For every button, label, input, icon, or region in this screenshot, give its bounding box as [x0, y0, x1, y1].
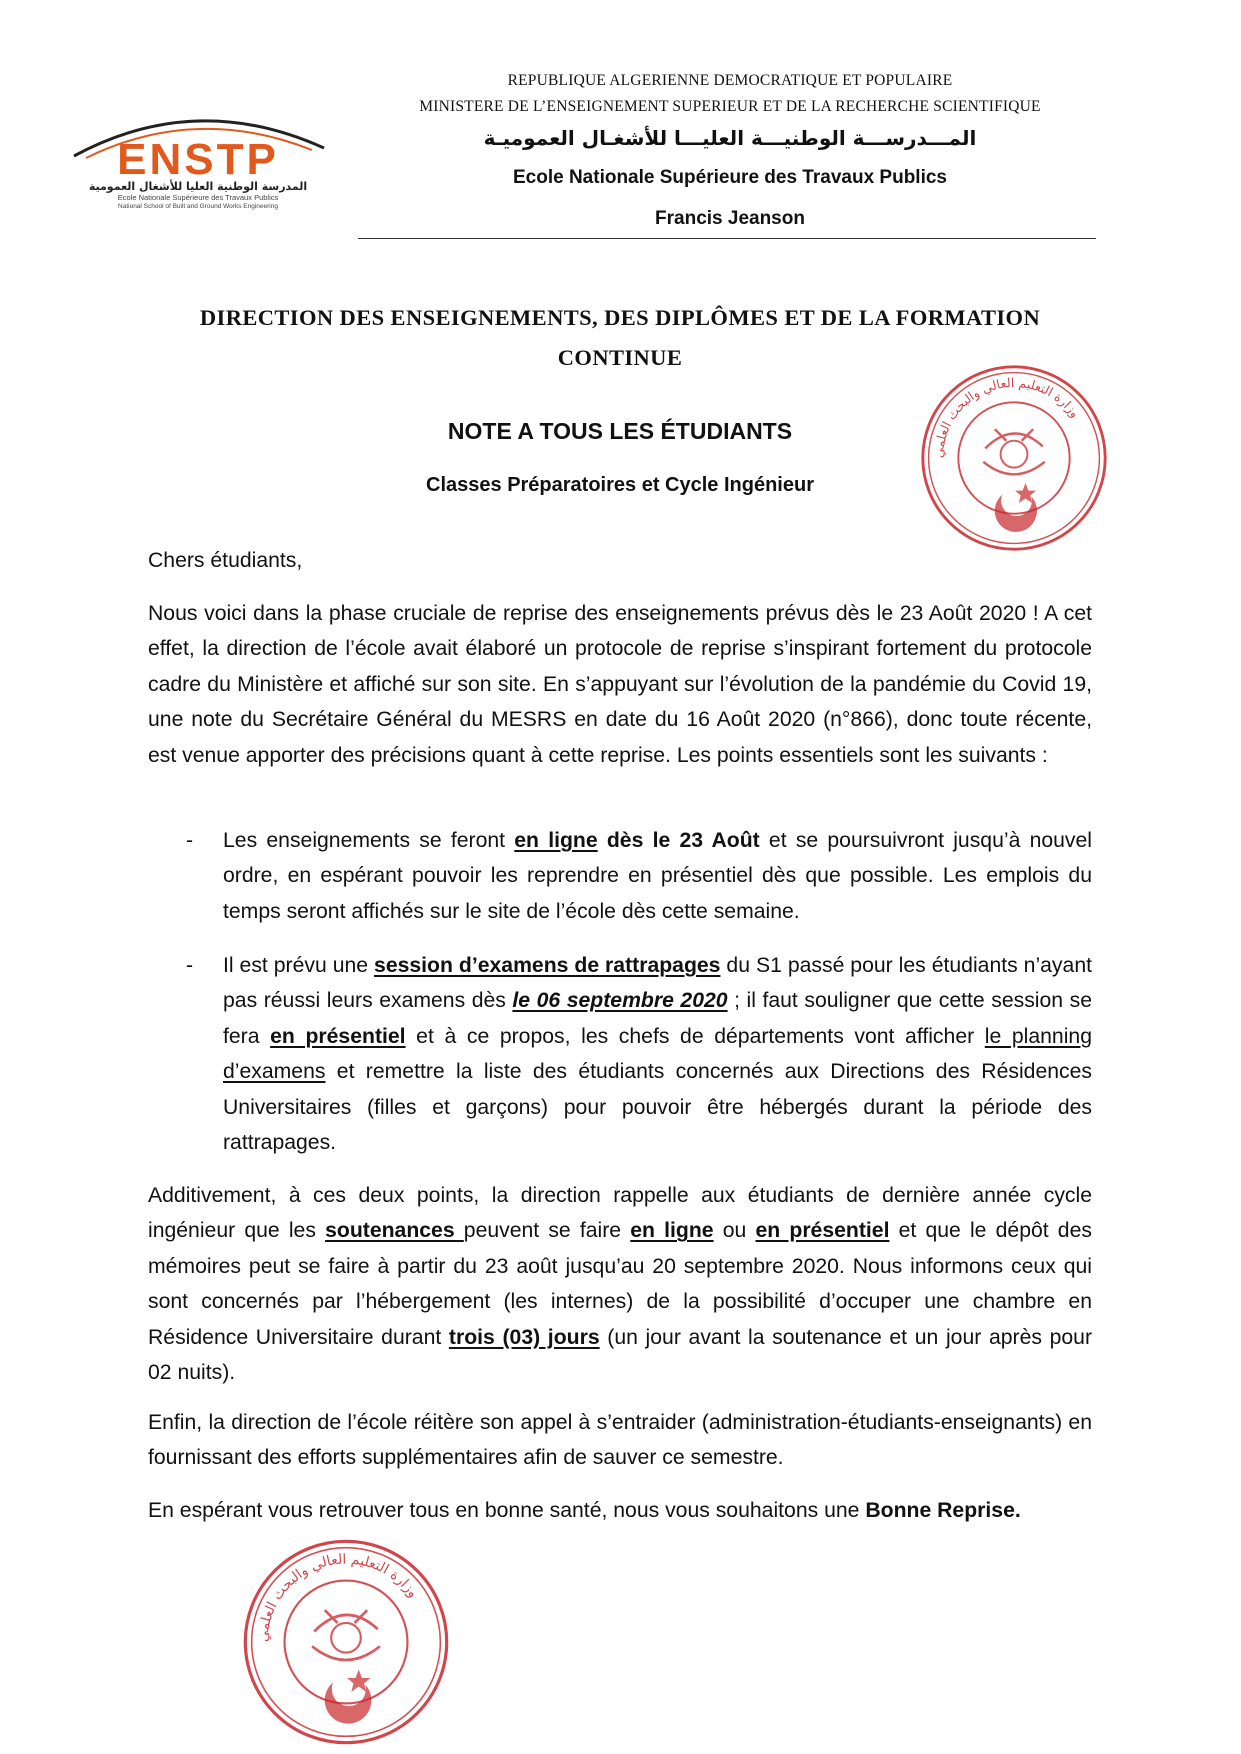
- direction-title: DIRECTION DES ENSEIGNEMENTS, DES DIPLÔMES ET DE LA FORMATION CONTINUE: [199, 305, 1041, 370]
- official-stamp: [918, 362, 1110, 554]
- header-republique: REPUBLIQUE ALGERIENNE DEMOCRATIQUE ET POPULAIRE: [507, 72, 953, 89]
- header-arabic-name: المـــدرســـة الوطنيـــة العليـــا للأشغـال العموميـة: [483, 126, 977, 150]
- enstp-logo: [56, 98, 341, 210]
- bullet-exam-session: Il est prévu une session d’examens de rattrapages du S1 passé pour les étudiants n’ayant pas réussi leurs examens dès le 06 septembre 2020 ; il faut souligner que cette session se fera en présentiel et à ce propos, les chefs de départements vont afficher le planning d’examens et remettre la liste des étudiants concernés aux Directions des Résidences Universitaires (filles et garçons) pour pouvoir être hébergés durant la période des rattrapages.: [223, 954, 1092, 1155]
- svg-text:وزارة التعليم العالي والبحث ال: وزارة التعليم العالي والبحث العلمي: [930, 374, 1083, 459]
- note-title: NOTE A TOUS LES ÉTUDIANTS: [447, 418, 793, 444]
- bullet-online-courses: Les enseignements se feront en ligne dès le 23 Août et se poursuivront jusqu’à nouvel ordre, en espérant pouvoir les reprendre en présentiel dès que possible. Les emplois du temps seront affichés sur le site de l’école dès cette semaine.: [223, 829, 1092, 923]
- paragraph-closing: En espérant vous retrouver tous en bonne santé, nous vous souhaitons une Bonne Reprise.: [148, 1499, 1021, 1522]
- bullet-marker: -: [186, 829, 194, 852]
- note-subtitle: Classes Préparatoires et Cycle Ingénieur: [426, 474, 814, 496]
- header-francis-jeanson: Francis Jeanson: [655, 208, 805, 229]
- svg-text:Ecole Nationale Supérieure des: Ecole Nationale Supérieure des Travaux Publics: [117, 193, 279, 202]
- bullet-marker: -: [186, 954, 194, 977]
- header-divider: [358, 238, 1096, 239]
- paragraph-soutenances: Additivement, à ces deux points, la direction rappelle aux étudiants de dernière année cycle ingénieur que les soutenances peuvent se faire en ligne ou en présentiel et que le dépôt des mémoires peut se faire à partir du 23 août jusqu’au 20 septembre 2020. Nous informons ceux qui sont concernés par l’hébergement (les internes) de la possibilité d’occuper une chambre en Résidence Universitaire durant trois (03) jours (un jour avant la soutenance et un jour après pour 02 nuits).: [148, 1184, 1093, 1385]
- svg-text:المدرسة الوطنية العليا للأشغال: المدرسة الوطنية العليا للأشغال العمومية: [88, 180, 308, 193]
- greeting: Chers étudiants,: [148, 549, 303, 572]
- header-ecole-name: Ecole Nationale Supérieure des Travaux Publics: [512, 167, 947, 188]
- svg-text:ENSTP: ENSTP: [117, 135, 279, 184]
- svg-text:وزارة التعليم العالي والبحث ال: وزارة التعليم العالي والبحث العلمي: [255, 1551, 421, 1643]
- header-ministere: MINISTERE DE L’ENSEIGNEMENT SUPERIEUR ET DE LA RECHERCHE SCIENTIFIQUE: [419, 98, 1041, 115]
- paragraph-intro: Nous voici dans la phase cruciale de reprise des enseignements prévus dès le 23 Août 2020 ! A cet effet, la direction de l’école avait élaboré un protocole de reprise s’inspirant fortement du protocole cadre du Ministère et affiché sur son site. En s’appuyant sur l’évolution de la pandémie du Covid 19, une note du Secrétaire Général du MESRS en date du 16 Août 2020 (n°866), donc toute récente, est venue apporter des précisions quant à cette reprise. Les points essentiels sont les suivants :: [148, 602, 1092, 767]
- official-stamp: [240, 1536, 452, 1748]
- svg-text:National School of Built and G: National School of Built and Ground Works Engineering: [118, 203, 278, 210]
- paragraph-appeal: Enfin, la direction de l’école réitère son appel à s’entraider (administration-étudiants-enseignants) en fournissant des efforts supplémentaires afin de sauver ce semestre.: [148, 1411, 1092, 1470]
